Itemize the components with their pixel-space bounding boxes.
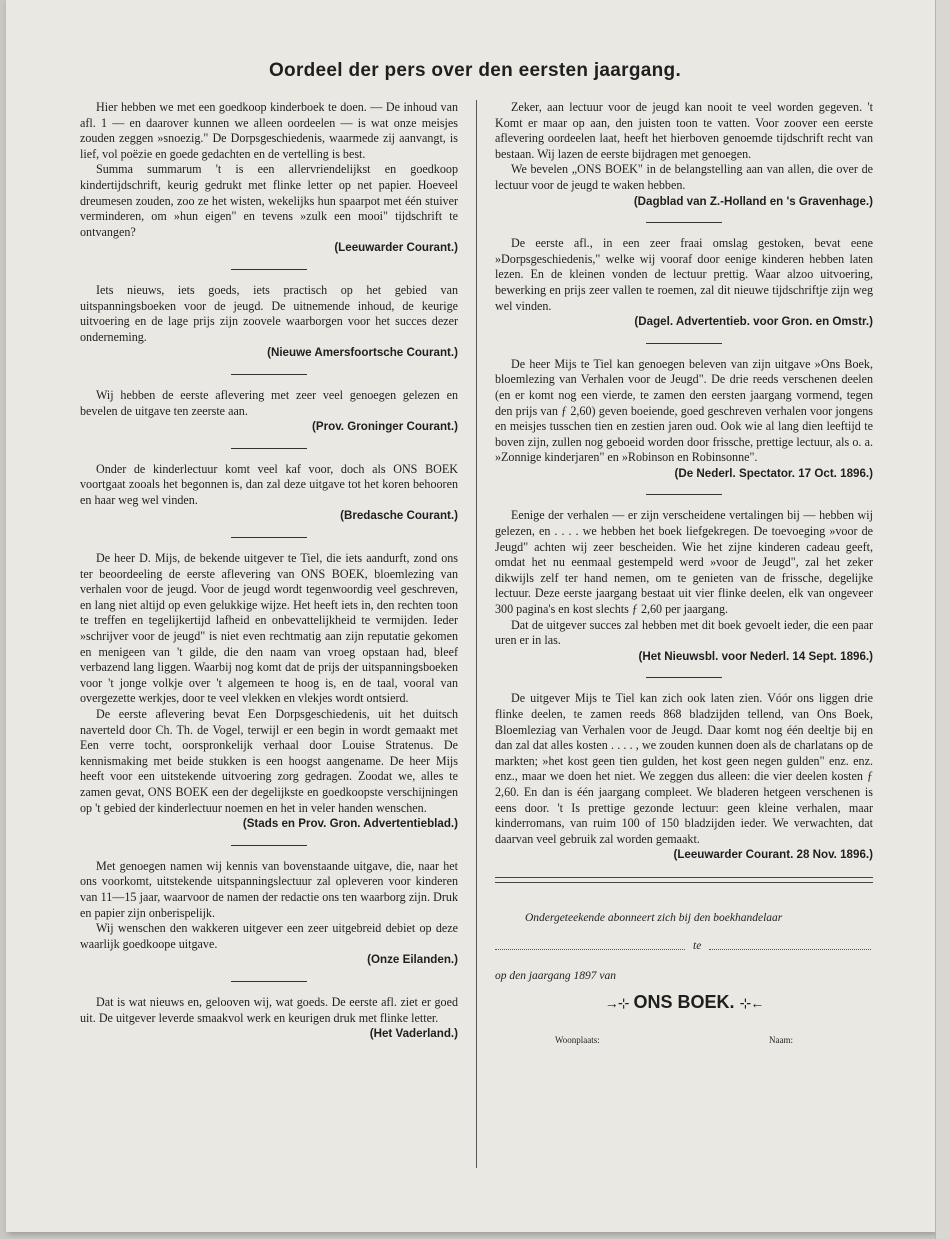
form-line-subscriber: Ondergeteekende abonneert zich bij den boekhandelaar: [525, 911, 783, 924]
review-source: (Stads en Prov. Gron. Advertentieblad.): [242, 817, 458, 831]
subscription-form: [495, 883, 873, 1063]
page-title: Oordeel der pers over den eersten jaargang.: [268, 60, 682, 81]
review-separator: [231, 845, 307, 846]
review-separator: [231, 981, 307, 982]
review-separator: [231, 537, 307, 538]
review: [495, 236, 873, 330]
bookseller-blank: [495, 949, 685, 950]
ornament-left-icon: →⊹: [604, 994, 629, 1011]
review-paragraph: De eerste afl., in een zeer fraai omslag gestoken, bevat eene »Dorpsgeschiedenis," welke wij vooraf door eenige kinderen hebben laten lezen. En de kleinen vonden de lectuur prettig. Waar alzoo uitvoering, bewerking en prijs zeer vallen te roemen, zal dit nieuwe tijdschriftje zijn weg wel vinden.: [495, 236, 873, 313]
review-paragraph: We bevelen „ONS BOEK" in de belangstelling aan van allen, die over de lectuur voor de jeugd te waken hebben.: [495, 162, 873, 192]
woonplaats-label: Woonplaats:: [555, 1034, 600, 1045]
review-paragraph: Zeker, aan lectuur voor de jeugd kan nooit te veel worden gegeven. 't Komt er maar op aan, den juisten toon te vatten. Voor zoover een eerste aflevering oordeelen laat, heeft het hierboven genoemde tijdschrift recht van bestaan. Wij lazen de eerste bijdragen met genoegen.: [495, 100, 873, 161]
place-blank: [709, 949, 871, 950]
review-source: (Het Vaderland.): [369, 1027, 458, 1041]
naam-label: Naam:: [769, 1034, 793, 1045]
review-paragraph: De eerste aflevering bevat Een Dorpsgeschiedenis, uit het duitsch naverteld door Ch. Th. de Vogel, terwijl er een begin in wordt gemaakt met Een verre tocht, oorspronkelijk verhaal door Louise Stratenus. De kennismaking met beide stukken is een hoogst aangename. De heer Mijs heeft voor een uitstekende uitvoering zorg gedragen. Zoodat we, alles te zamen gevat, ONS BOEK een der degelijkste en goedkoopste verschijningen op 't gebied der kinderlectuur noemen en het in veler handen wenschen.: [80, 707, 458, 815]
review-source: (Het Nieuwsbl. voor Nederl. 14 Sept. 1896.): [638, 649, 873, 663]
review: [80, 388, 458, 435]
review-separator: [646, 222, 722, 223]
review-source: (Nieuwe Amersfoortsche Courant.): [267, 346, 458, 360]
review-paragraph: Wij hebben de eerste aflevering met zeer veel genoegen gelezen en bevelen de uitgave ten zeerste aan.: [80, 387, 458, 418]
review-source: (Dagel. Advertentieb. voor Gron. en Omstr.): [634, 315, 873, 329]
review: [80, 859, 458, 968]
review: [495, 357, 873, 482]
form-line-year: op den jaargang 1897 van: [495, 969, 616, 982]
review: [80, 462, 458, 524]
review: [80, 551, 458, 832]
review-source: (Bredasche Courant.): [340, 509, 458, 523]
review-paragraph: Iets nieuws, iets goeds, iets practisch op het gebied van uitspanningsboeken voor de jeugd. De uitnemende inhoud, de keurige uitvoering en de lage prijs zijn zoovele waarborgen voor het succes dezer onderneming.: [80, 282, 458, 344]
review-source: (Prov. Groninger Courant.): [312, 420, 458, 434]
review-source: (Leeuwarder Courant. 28 Nov. 1896.): [673, 848, 873, 862]
review-paragraph: Dat de uitgever succes zal hebben met dit boek gevoelt ieder, die een paar uren er in las.: [495, 617, 873, 648]
review-paragraph: Hier hebben we met een goedkoop kinderboek te doen. — De inhoud van afl. 1 — en daarover kunnen we alleen oordeelen — is wat onze meisjes zouden zeggen »snoezig." De Dorpsgeschiedenis, waarmede zij aanvangt, is lief, vol poëzie en goede gedachten en de vertelling is best.: [80, 100, 458, 161]
review-separator: [646, 494, 722, 495]
review-separator: [231, 448, 307, 449]
review-paragraph: De heer D. Mijs, de bekende uitgever te Tiel, die iets aandurft, zond ons ter beoordeeling de eerste aflevering van ONS BOEK, bloemlezing van verhalen voor de jeugd. Voor de jeugd wordt tegenwoordig veel geschreven, en lang niet altijd op even gelukkige wijze. Het heeft iets in, den rechten toon te treffen en tegelijkertijd lafheid en onbevattelijkheid te vermijden. Ieder »schrijver voor de jeugd" is niet even rechtmatig aan zijn reputatie gekomen en menigeen van 't gilde, die den naam van vroeg opstaan had, bleef verbazend lang liggen. Waarbij nog komt dat de prijs der uitspanningsboeken voor 't jonge volkje over 't algemeen te hoog is, en de taal, vooral van overgezette werkjes, door te veel vlekken en vlekjes wordt ontsierd.: [80, 551, 458, 706]
ornament-right-icon: ⊹←: [739, 994, 764, 1011]
review-paragraph: Met genoegen namen wij kennis van bovenstaande uitgave, die, naar het ons voorkomt, uitstekende uitspanningslectuur zal opleveren voor kinderen van 11—15 jaar, waarvoor de namen der redactie ons ten waarborg zijn. Druk en papier zijn onberispelijk.: [80, 858, 458, 920]
review-paragraph: De uitgever Mijs te Tiel kan zich ook laten zien. Vóór ons liggen drie flinke deelen, te zamen reeds 868 bladzijden tellend, van Ons Boek, Bloemleziag van Verhalen voor de Jeugd. Daar komt nog één deeltje bij en dan zal dat alles kosten . . . . , we zouden kunnen doen als de charlatans op de markten; »het kost geen tien gulden, het kost geen negen gulden" enz. enz. enz., maar we doen het niet. We zeggen dus alleen: die vier deelen kosten ƒ 2,60. En dan is één jaargang compleet. We bladeren hetgeen verschenen is eens door. 't Is prettige gezonde lectuur: geen kleine verhalen, maar kinderromans, van ruim 100 of 150 bladzijden ieder. We verwachten, dat daarvan veel gebruik zal worden gemaakt.: [495, 691, 873, 846]
review-paragraph: De heer Mijs te Tiel kan genoegen beleven van zijn uitgave »Ons Boek, bloemlezing van Verhalen voor de Jeugd". De drie reeds verschenen deelen (en er komt nog een vierde, te zamen den eersten jaargang vormend, tegen den prijs van ƒ 2,60) geven boeiende, goed geschreven verhalen voor jongens en meisjes tusschen tien en zestien jaren oud. Ook wie al lang dien leeftijd te boven zijn, zullen nog geboeid worden door frissche, prettige lectuur, als o. a. »Zonnige kinderjaren" en »Robinson en Robinsonne".: [495, 356, 873, 465]
right-column: [495, 100, 873, 1063]
column-divider: [476, 100, 477, 1168]
review-source: (Leeuwarder Courant.): [334, 241, 458, 255]
review-source: (Onze Eilanden.): [367, 953, 458, 967]
left-column: [80, 100, 458, 1042]
review-paragraph: Dat is wat nieuws en, gelooven wij, wat goeds. De eerste afl. ziet er goed uit. De uitgever leverde smaakvol werk en keurigen druk met flinke letter.: [80, 994, 458, 1025]
right-reviews: [495, 100, 873, 863]
review: [495, 691, 873, 863]
form-dotted-line: [495, 941, 873, 955]
review-paragraph: Summa summarum 't is een allervriendelijkst en goedkoop kindertijdschrift, keurig gedrukt met flinke letter op net papier. Hoeveel dreumesen zouden, zoo ze het wisten, wekelijks hun spaarpot met één stuiver verminderen, om »hun eigen" en tevens »zulk een mooi" tijdschrift te ontvangen?: [80, 162, 458, 239]
form-te: te: [693, 939, 702, 952]
review: [80, 995, 458, 1042]
review: [495, 508, 873, 664]
review: [495, 100, 873, 209]
brand-name: ONS BOEK.: [633, 991, 735, 1012]
review-separator: [646, 677, 722, 678]
review-paragraph: Eenige der verhalen — er zijn verscheidene vertalingen bij — hebben wij gelezen, en . . . . we hebben het boek liefgekregen. De toevoeging »voor de Jeugd" achten wij zeer bescheiden. Wie het zijne kinderen cadeau geeft, omdat het nu eenmaal gestempeld werd »voor de Jeugd", zal het zeker dikwijls zelf ter hand nemen, om te genieten van de frissche, degelijke lectuur. Deze eerste jaargang bestaat uit vier flinke deelen, elk van ongeveer 300 pagina's en kost slechts ƒ 2,60 per jaargang.: [495, 508, 873, 617]
review-paragraph: Wij wenschen den wakkeren uitgever een zeer uitgebreid debiet op deze waarlijk goedkoope uitgave.: [80, 921, 458, 951]
review-source: (De Nederl. Spectator. 17 Oct. 1896.): [674, 466, 873, 480]
review-source: (Dagblad van Z.-Holland en 's Gravenhage.): [633, 194, 873, 208]
review-separator: [231, 374, 307, 375]
brand-line: [495, 991, 873, 1012]
review: [80, 283, 458, 361]
page-edge: [935, 0, 950, 1239]
review-separator: [231, 269, 307, 270]
review: [80, 100, 458, 256]
review-paragraph: Onder de kinderlectuur komt veel kaf voor, doch als ONS BOEK voortgaat zooals het begonnen is, dan zal deze uitgave tot het koren behooren en haar weg wel vinden.: [80, 461, 458, 507]
review-separator: [646, 343, 722, 344]
